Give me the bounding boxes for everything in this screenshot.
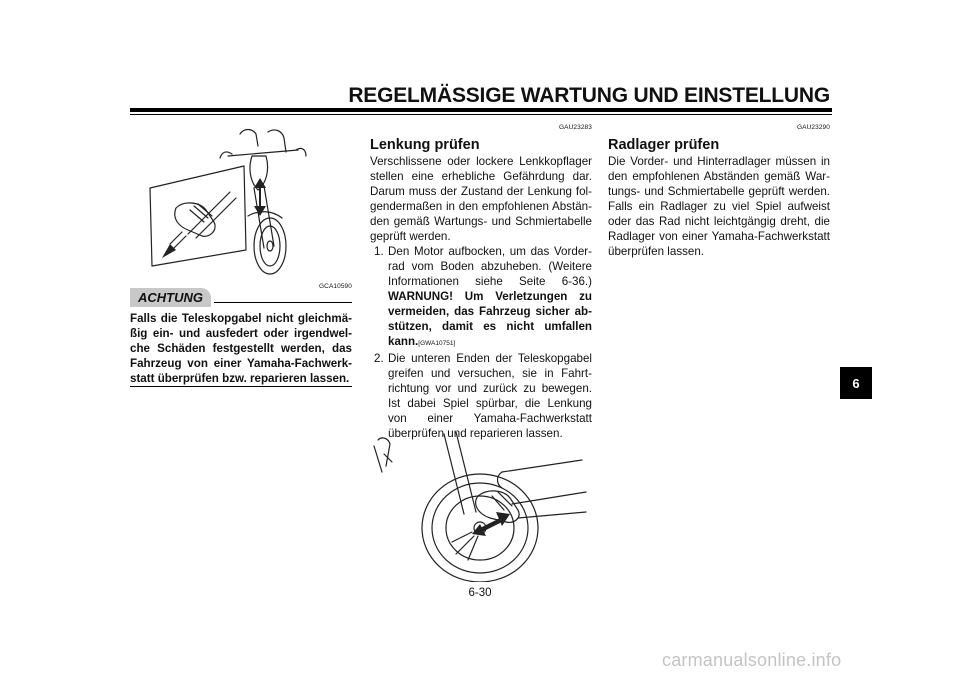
- caution-label: ACHTUNG: [130, 288, 211, 307]
- warning-code: [GWA10751]: [418, 340, 456, 347]
- caution-bottom-rule: [130, 386, 352, 387]
- page-header: REGELMÄSSIGE WARTUNG UND EINSTELLUNG: [348, 84, 830, 107]
- watermark: carmanualsonline.info: [662, 650, 842, 670]
- steering-intro: Verschlissene oder lockere Lenkkopflager stellen eine erhebliche Gefährdung dar. Darum muss der Zustand der Lenkung fol-gendermaßen in den empfohlenen Abstän-den gemäß Wartungs- und Schmiertabelle geprüft werden.: [370, 155, 592, 243]
- header-rule-thick: [130, 108, 832, 112]
- page-number: 6-30: [468, 587, 492, 599]
- wheel-bearing-section: [608, 120, 830, 259]
- steering-steps: [370, 244, 592, 441]
- steering-step-1: [370, 244, 592, 351]
- steering-step-2: [370, 351, 592, 441]
- wheel-steering-check-illustration-icon: [372, 432, 587, 582]
- caution-text: Falls die Teleskopgabel nicht gleichmä-ßig ein- und ausfedert oder irgendwel-che Schäden festgestellt werden, das Fahrzeug von einer Yamaha-Fachwerk-statt überprüfen bzw. reparieren lassen.: [130, 312, 352, 385]
- step-number: 2.: [374, 352, 384, 365]
- wheel-bearing-title: Radlager prüfen: [608, 137, 720, 153]
- caution-header: [130, 288, 352, 307]
- step-number: 1.: [374, 245, 384, 258]
- fork-compression-illustration-icon: [148, 126, 338, 276]
- steering-section: [370, 120, 592, 441]
- wheel-bearing-code: GAU23290: [797, 124, 830, 131]
- steering-title: Lenkung prüfen: [370, 137, 480, 153]
- step-text: Den Motor aufbocken, um das Vorder-rad vom Boden abzuheben. (Weitere Informationen siehe Seite 6-36.): [388, 245, 592, 288]
- wheel-bearing-text: Die Vorder- und Hinterradlager müssen in den empfohlenen Abständen gemäß War-tungs- und Schmiertabelle geprüft werden. Falls ein Radlager zu viel Spiel aufweist oder das Rad nicht leichtgängig dreht, die Radlager von einer Yamaha-Fachwerkstatt überprüfen lassen.: [608, 155, 830, 258]
- chapter-tab: 6: [840, 367, 872, 399]
- header-rule-thin: [130, 114, 832, 115]
- caution-code: GCA10590: [319, 283, 352, 290]
- header-rule: [130, 108, 832, 118]
- step-warning: WARNUNG! Um Verletzungen zu vermeiden, das Fahrzeug sicher ab-stützen, damit es nicht umfallen kann.: [388, 290, 592, 348]
- step-text: Die unteren Enden der Teleskopgabel greifen und versuchen, sie in Fahrt-richtung vor und zurück zu bewegen. Ist dabei Spiel spürbar, die Lenkung von einer Yamaha-Fachwerkstatt überprüfen und reparieren lassen.: [388, 352, 592, 440]
- steering-code: GAU23283: [559, 124, 592, 131]
- caution-line: [214, 302, 352, 303]
